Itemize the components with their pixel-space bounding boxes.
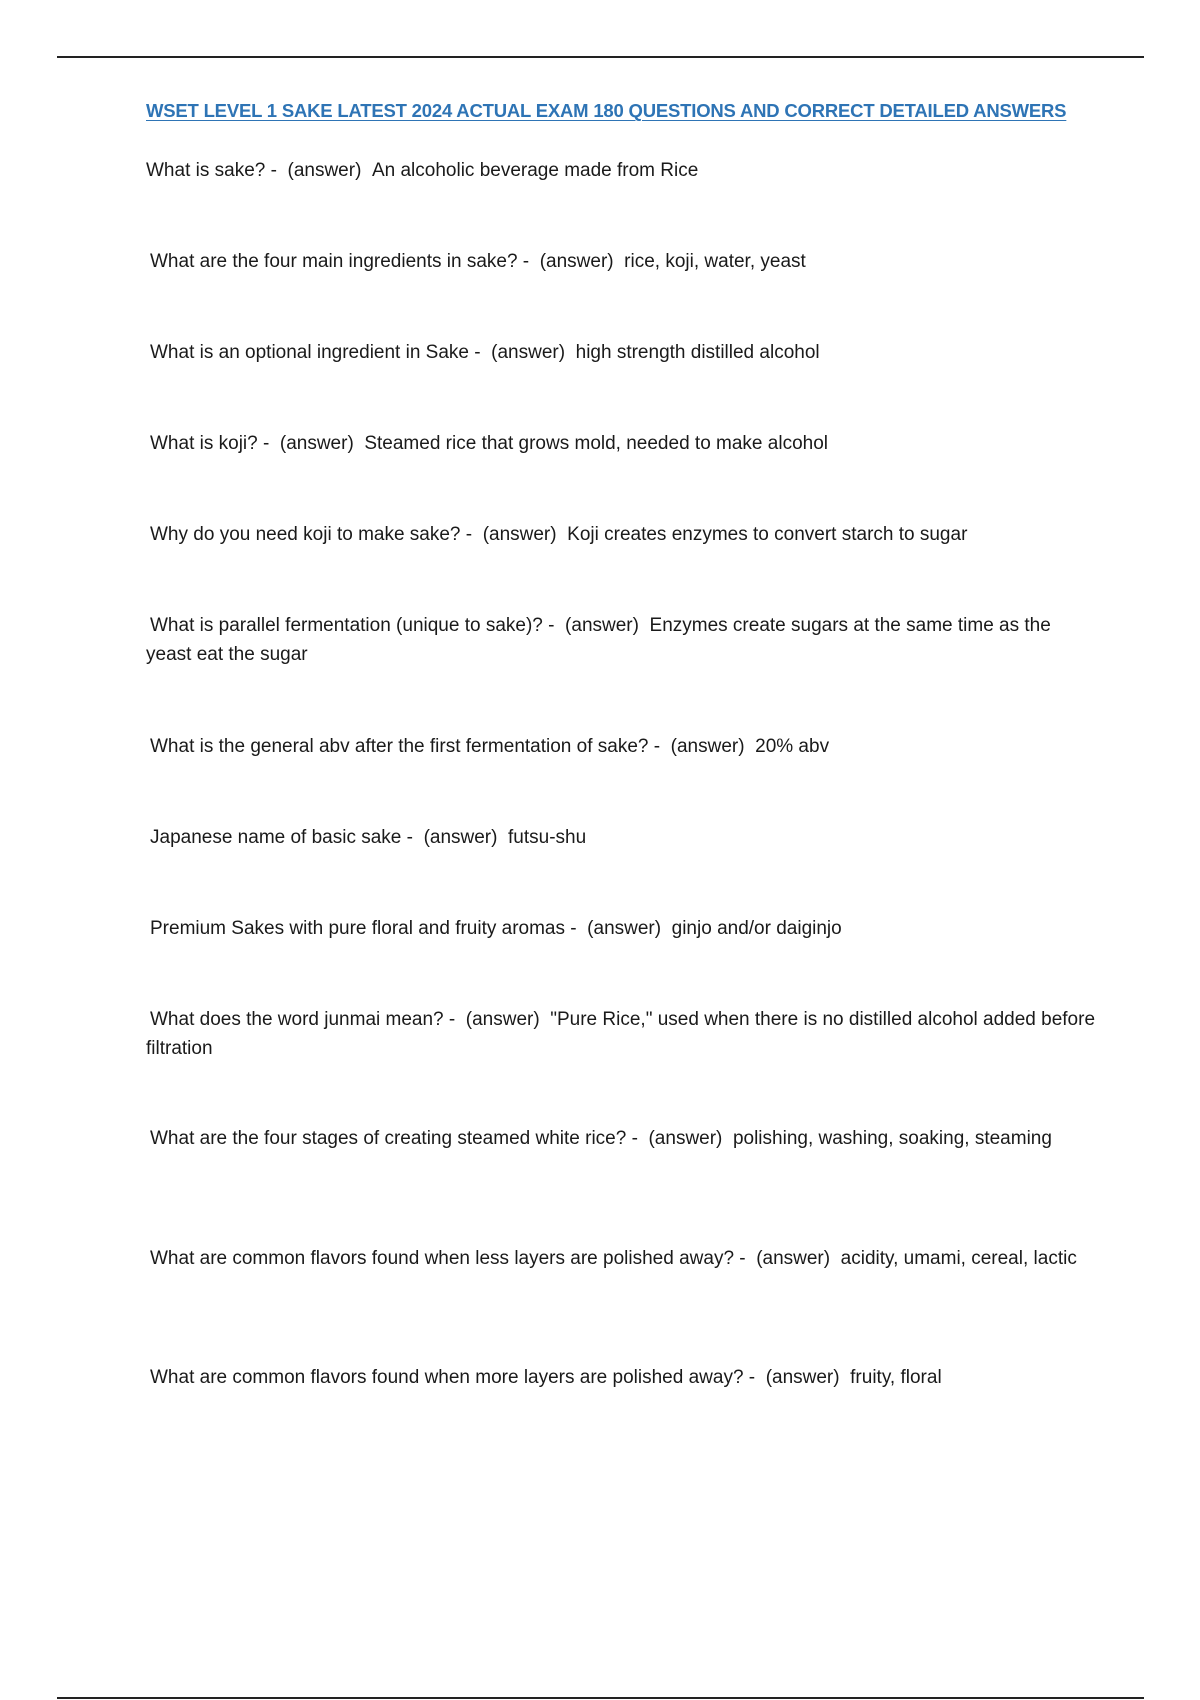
- qa-item: [146, 156, 1101, 185]
- answer-tag: (answer): [423, 827, 498, 848]
- answer-text: "Pure Rice," used when there is no distilled alcohol added before filtration: [146, 1009, 1096, 1059]
- separator: -: [517, 251, 535, 272]
- answer-tag: (answer): [491, 342, 566, 363]
- question-text: Why do you need koji to make sake?: [150, 524, 461, 545]
- answer-text: acidity, umami, cereal, lactic: [840, 1248, 1077, 1269]
- answer-text: high strength distilled alcohol: [575, 342, 820, 363]
- separator: -: [542, 615, 560, 636]
- answer-tag: (answer): [587, 918, 662, 939]
- question-text: What is parallel fermentation (unique to sake)?: [150, 615, 543, 636]
- question-text: Premium Sakes with pure floral and fruity aromas: [150, 918, 565, 939]
- qa-item: [146, 429, 1105, 458]
- qa-item: [146, 732, 1105, 761]
- qa-item: [146, 1124, 1101, 1153]
- answer-text: ginjo and/or daiginjo: [671, 918, 842, 939]
- answer-text: An alcoholic beverage made from Rice: [371, 160, 699, 181]
- separator: -: [265, 160, 283, 181]
- answer-text: Koji creates enzymes to convert starch to sugar: [567, 524, 968, 545]
- question-text: What is the general abv after the first fermentation of sake?: [150, 736, 649, 757]
- separator: -: [626, 1128, 644, 1149]
- bottom-rule: [57, 1697, 1144, 1699]
- qa-item: [146, 247, 1105, 276]
- separator: -: [401, 827, 419, 848]
- answer-tag: (answer): [756, 1248, 831, 1269]
- separator: -: [257, 433, 275, 454]
- answer-text: Steamed rice that grows mold, needed to make alcohol: [364, 433, 828, 454]
- answer-tag: (answer): [765, 1367, 840, 1388]
- answer-tag: (answer): [287, 160, 362, 181]
- separator: -: [734, 1248, 751, 1269]
- document-page: [146, 100, 1106, 1388]
- qa-item: [146, 823, 1105, 852]
- separator: -: [443, 1009, 461, 1030]
- answer-tag: (answer): [465, 1009, 540, 1030]
- answer-tag: (answer): [539, 251, 614, 272]
- question-text: Japanese name of basic sake: [150, 827, 402, 848]
- answer-text: fruity, floral: [850, 1367, 942, 1388]
- qa-item: [146, 520, 1105, 549]
- question-text: What are common flavors found when more layers are polished away?: [150, 1367, 744, 1388]
- separator: -: [460, 524, 478, 545]
- question-text: What does the word junmai mean?: [150, 1009, 444, 1030]
- qa-item: [146, 338, 1105, 367]
- answer-tag: (answer): [279, 433, 354, 454]
- separator: -: [743, 1367, 761, 1388]
- answer-text: rice, koji, water, yeast: [624, 251, 806, 272]
- answer-tag: (answer): [482, 524, 557, 545]
- separator: -: [648, 736, 666, 757]
- answer-tag: (answer): [565, 615, 639, 636]
- answer-text: polishing, washing, soaking, steaming: [732, 1128, 1052, 1149]
- qa-item: [146, 1363, 1105, 1392]
- question-text: What is koji?: [150, 433, 258, 454]
- answer-text: futsu-shu: [508, 827, 587, 848]
- document-title: WSET LEVEL 1 SAKE LATEST 2024 ACTUAL EXAM 180 QUESTIONS AND CORRECT DETAILED ANSWERS: [146, 100, 1067, 121]
- answer-text: 20% abv: [755, 736, 830, 757]
- top-rule: [57, 56, 1144, 58]
- question-text: What are the four main ingredients in sake?: [150, 251, 518, 272]
- qa-item: [146, 914, 1105, 943]
- qa-item: [146, 1005, 1101, 1063]
- separator: -: [468, 342, 486, 363]
- answer-tag: (answer): [648, 1128, 723, 1149]
- question-text: What are common flavors found when less layers are polished away?: [150, 1248, 735, 1269]
- qa-item: [146, 611, 1101, 669]
- question-text: What is sake?: [146, 160, 266, 181]
- qa-item: [146, 1244, 1101, 1273]
- answer-text: Enzymes create sugars at the same time as the yeast eat the sugar: [146, 615, 1051, 665]
- question-text: What is an optional ingredient in Sake: [150, 342, 469, 363]
- answer-tag: (answer): [670, 736, 745, 757]
- question-text: What are the four stages of creating steamed white rice?: [150, 1128, 627, 1149]
- separator: -: [565, 918, 582, 939]
